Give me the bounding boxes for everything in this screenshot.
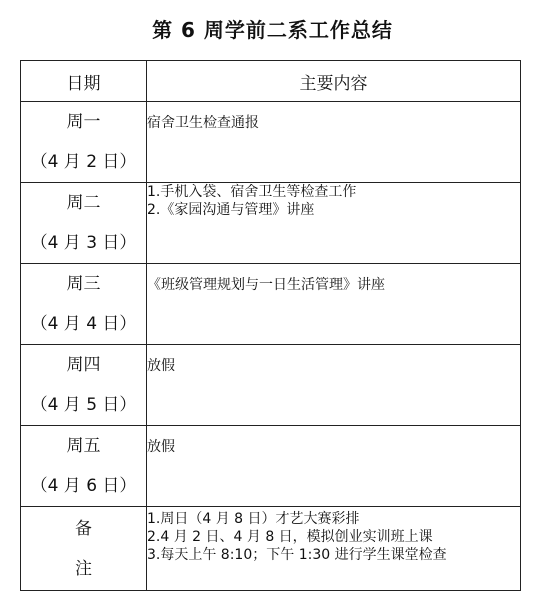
day-date: （4 月 4 日） bbox=[30, 314, 137, 334]
table-row-monday bbox=[21, 102, 521, 183]
notes-content-cell bbox=[147, 507, 521, 591]
day-cell bbox=[21, 426, 147, 507]
day-cell bbox=[21, 345, 147, 426]
content-cell bbox=[147, 102, 521, 183]
table-row-notes bbox=[21, 507, 521, 591]
day-date: （4 月 5 日） bbox=[30, 395, 137, 415]
notes-label-cell bbox=[21, 507, 147, 591]
content-line: 《班级管理规划与一日生活管理》讲座 bbox=[147, 277, 385, 293]
weekly-summary-table bbox=[20, 60, 521, 591]
content-line: 2.《家园沟通与管理》讲座 bbox=[147, 202, 315, 218]
notes-line: 3.每天上午 8:10；下午 1:30 进行学生课堂检查 bbox=[147, 547, 447, 563]
notes-label-bottom: 注 bbox=[75, 559, 92, 579]
content-line: 放假 bbox=[147, 439, 175, 455]
content-line: 1.手机入袋、宿舍卫生等检查工作 bbox=[147, 184, 357, 200]
notes-label-top: 备 bbox=[75, 519, 92, 539]
day-name: 周五 bbox=[66, 436, 101, 456]
day-name: 周三 bbox=[66, 274, 101, 294]
day-date: （4 月 2 日） bbox=[30, 152, 137, 172]
day-cell bbox=[21, 183, 147, 264]
day-name: 周一 bbox=[66, 112, 101, 132]
document-title: 第 6 周学前二系工作总结 bbox=[152, 18, 393, 42]
content-line: 宿舍卫生检查通报 bbox=[147, 115, 259, 131]
notes-line: 2.4 月 2 日、4 月 8 日，模拟创业实训班上课 bbox=[147, 529, 433, 545]
table-row-tuesday bbox=[21, 183, 521, 264]
notes-line: 1.周日（4 月 8 日）才艺大赛彩排 bbox=[147, 511, 360, 527]
table-header-row bbox=[21, 61, 521, 102]
content-cell bbox=[147, 183, 521, 264]
day-name: 周四 bbox=[66, 355, 101, 375]
day-cell bbox=[21, 102, 147, 183]
table-row-wednesday bbox=[21, 264, 521, 345]
content-cell bbox=[147, 426, 521, 507]
content-cell bbox=[147, 345, 521, 426]
day-cell bbox=[21, 264, 147, 345]
day-date: （4 月 3 日） bbox=[30, 233, 137, 253]
header-date: 日期 bbox=[21, 61, 147, 102]
table-row-friday bbox=[21, 426, 521, 507]
content-cell bbox=[147, 264, 521, 345]
header-main-content: 主要内容 bbox=[147, 61, 521, 102]
table-row-thursday bbox=[21, 345, 521, 426]
content-line: 放假 bbox=[147, 358, 175, 374]
day-date: （4 月 6 日） bbox=[30, 476, 137, 496]
day-name: 周二 bbox=[66, 193, 101, 213]
